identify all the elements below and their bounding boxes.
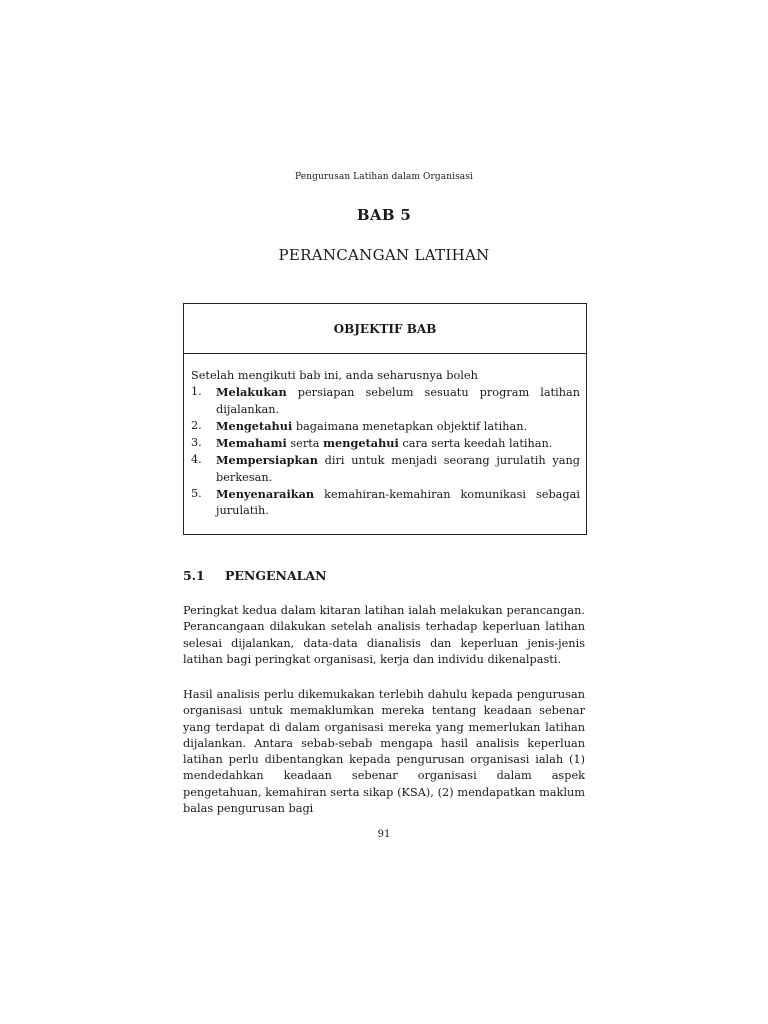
objective-item	[191, 435, 580, 452]
objective-number: 2.	[191, 418, 202, 432]
objective-keyword: mengetahui	[323, 436, 399, 451]
paragraph-1: Peringkat kedua dalam kitaran latihan ialah melakukan perancangan. Perancangaan dilakukan setelah analisis terhadap keperluan latihan selesai dijalankan, data-data dianalisis dan keperluan jenis-jenis latihan bagi peringkat organisasi, kerja dan individu dikenalpasti.	[183, 604, 585, 666]
objective-number: 3.	[191, 436, 202, 450]
objective-item	[191, 418, 580, 435]
objectives-body	[184, 354, 586, 520]
objective-keyword: Melakukan	[216, 385, 287, 400]
objective-item	[191, 384, 580, 418]
objective-text	[216, 452, 580, 486]
objective-number: 5.	[191, 487, 202, 501]
objective-description: cara serta keedah latihan.	[398, 437, 553, 451]
objective-description: bagaimana menetapkan objektif latihan.	[292, 419, 528, 433]
objectives-box	[183, 303, 587, 535]
objective-text	[216, 435, 580, 452]
objective-keyword: Menyenaraikan	[216, 487, 315, 502]
objective-item	[191, 452, 580, 486]
objective-keyword: Mempersiapkan	[216, 453, 318, 468]
section-heading	[183, 568, 585, 583]
section-number: 5.1	[183, 568, 205, 583]
paragraph-2: Hasil analisis perlu dikemukakan terlebih dahulu kepada pengurusan organisasi untuk memaklumkan mereka tentang keadaan sebenar yang terdapat di dalam organisasi mereka yang memerlukan latihan dijalankan. Antara sebab-sebab mengapa hasil analisis keperluan latihan perlu dibentangkan kepada pengurusan organisasi ialah (1) mendedahkan keadaan sebenar organisasi dalam aspek pengetahuan, kemahiran serta sikap (KSA), (2) mendapatkan maklum balas pengurusan bagi	[183, 688, 585, 816]
objective-keyword: Mengetahui	[216, 418, 293, 433]
section-title: PENGENALAN	[225, 568, 327, 583]
chapter-title: PERANCANGAN LATIHAN	[278, 246, 490, 264]
objective-description: diri untuk menjadi seorang jurulatih yang berkesan.	[216, 454, 580, 484]
objective-text	[216, 418, 580, 435]
page-number: 91	[377, 829, 391, 840]
objective-text	[216, 486, 580, 520]
objectives-intro: Setelah mengikuti bab ini, anda seharusnya boleh	[191, 369, 478, 382]
objective-description: serta	[286, 437, 324, 451]
chapter-number: BAB 5	[356, 206, 412, 224]
objectives-list	[191, 384, 580, 519]
objective-number: 1.	[191, 385, 202, 399]
objective-description: kemahiran-kemahiran komunikasi sebagai jurulatih.	[216, 488, 580, 518]
objective-description: persiapan sebelum sesuatu program latihan dijalankan.	[216, 386, 580, 416]
objective-keyword: Memahami	[216, 436, 287, 451]
objective-number: 4.	[191, 453, 202, 467]
running-header: Pengurusan Latihan dalam Organisasi	[295, 172, 473, 182]
objective-item	[191, 486, 580, 520]
objectives-title: OBJEKTIF BAB	[184, 304, 586, 354]
objective-text	[216, 384, 580, 418]
